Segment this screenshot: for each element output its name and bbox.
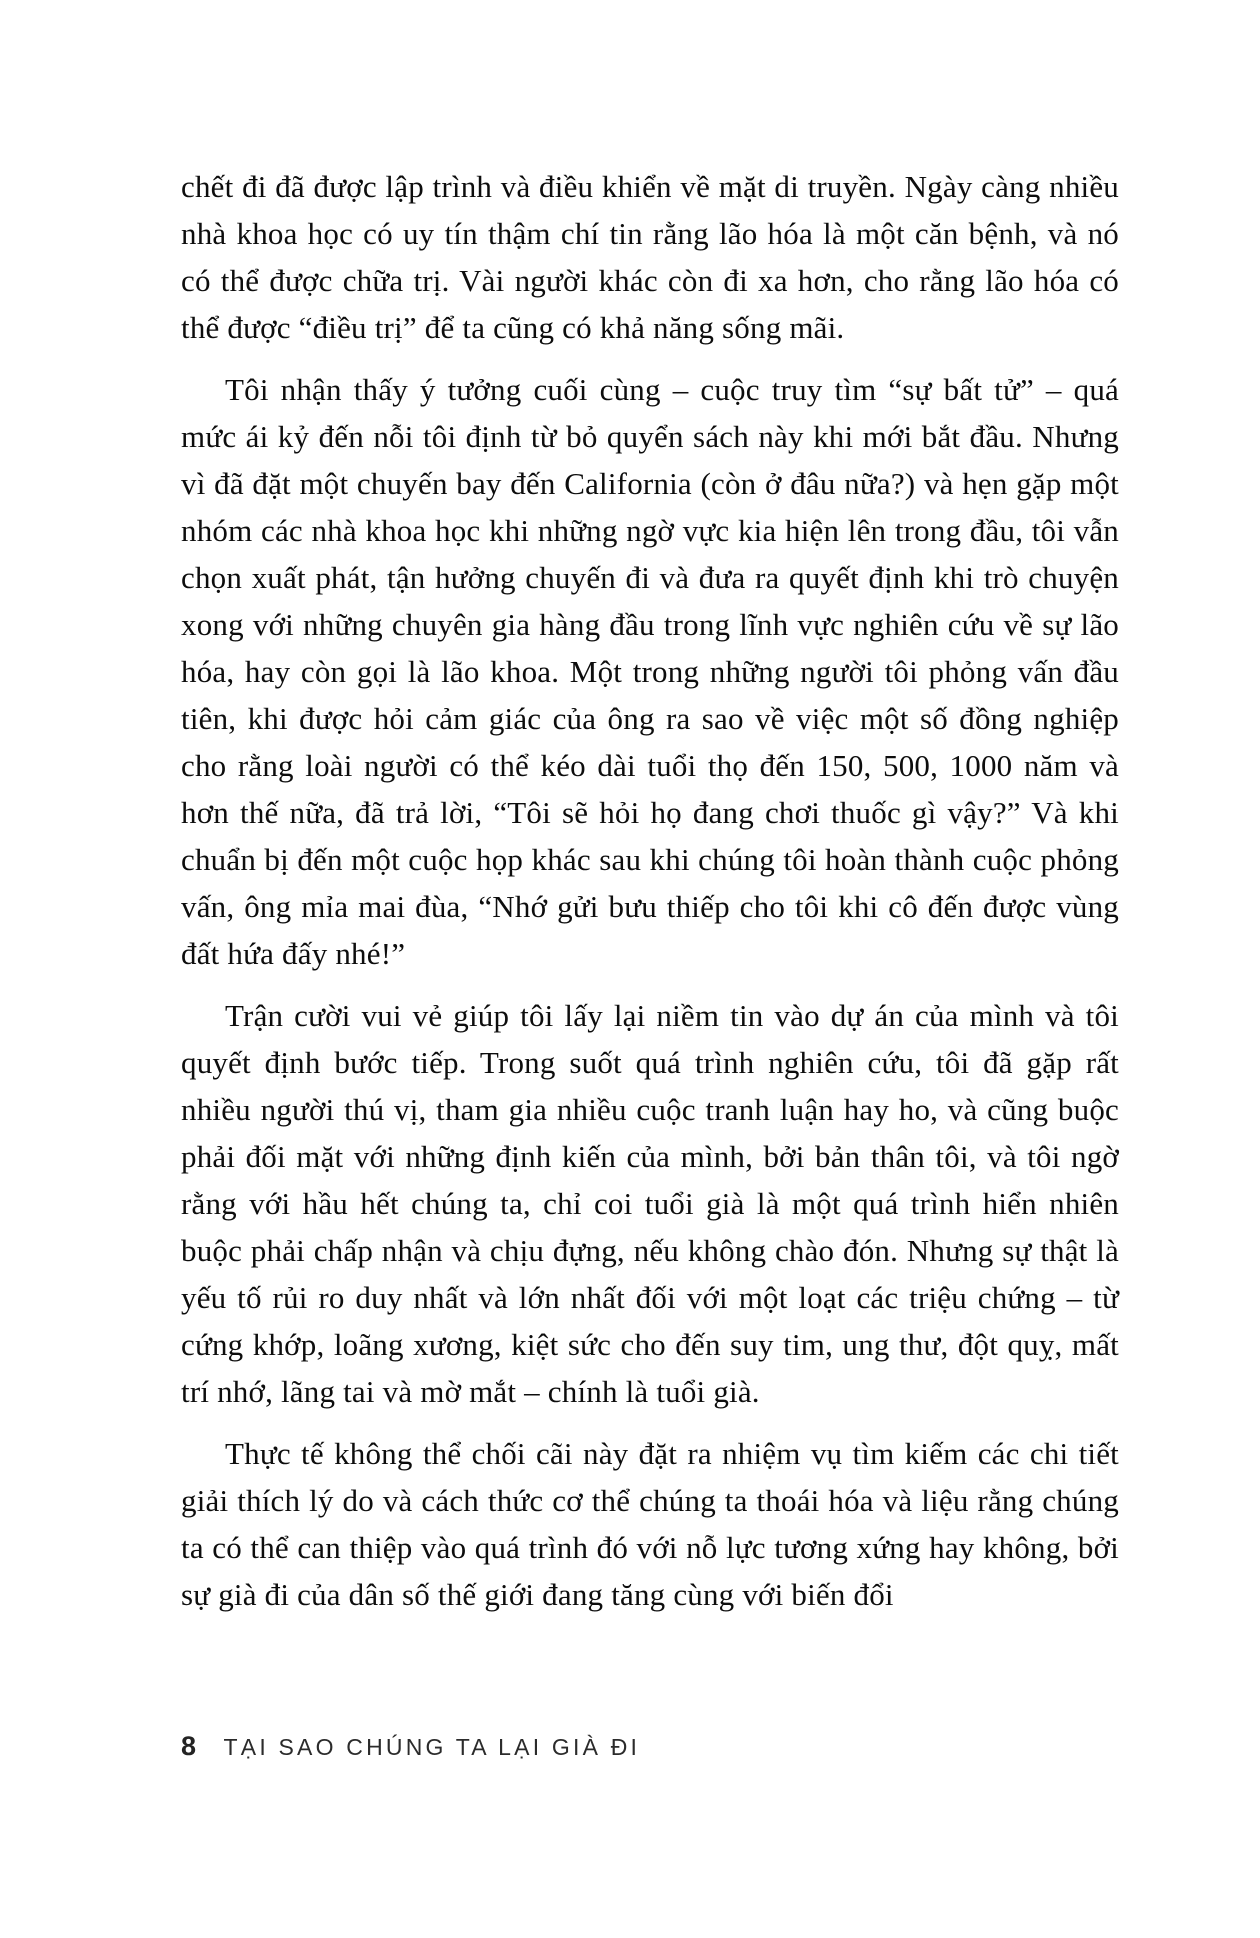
paragraph: Tôi nhận thấy ý tưởng cuối cùng – cuộc truy tìm “sự bất tử” – quá mức ái kỷ đến nỗi tôi định từ bỏ quyển sách này khi mới bắt đầu. Nhưng vì đã đặt một chuyến bay đến California (còn ở đâu nữa?) và hẹn gặp một nhóm các nhà khoa học khi những ngờ vực kia hiện lên trong đầu, tôi vẫn chọn xuất phát, tận hưởng chuyến đi và đưa ra quyết định khi trò chuyện xong với những chuyên gia hàng đầu trong lĩnh vực nghiên cứu về sự lão hóa, hay còn gọi là lão khoa. Một trong những người tôi phỏng vấn đầu tiên, khi được hỏi cảm giác của ông ra sao về việc một số đồng nghiệp cho rằng loài người có thể kéo dài tuổi thọ đến 150, 500, 1000 năm và hơn thế nữa, đã trả lời, “Tôi sẽ hỏi họ đang chơi thuốc gì vậy?” Và khi chuẩn bị đến một cuộc họp khác sau khi chúng tôi hoàn thành cuộc phỏng vấn, ông mỉa mai đùa, “Nhớ gửi bưu thiếp cho tôi khi cô đến được vùng đất hứa đấy nhé!”	[181, 372, 1119, 971]
paragraph: Thực tế không thể chối cãi này đặt ra nhiệm vụ tìm kiếm các chi tiết giải thích lý do và cách thức cơ thể chúng ta thoái hóa và liệu rằng chúng ta có thể can thiệp vào quá trình đó với nỗ lực tương xứng hay không, bởi sự già đi của dân số thế giới đang tăng cùng với biến đổi	[181, 1436, 1119, 1612]
body-text-block	[181, 163, 1119, 1633]
paragraph: Trận cười vui vẻ giúp tôi lấy lại niềm tin vào dự án của mình và tôi quyết định bước tiếp. Trong suốt quá trình nghiên cứu, tôi đã gặp rất nhiều người thú vị, tham gia nhiều cuộc tranh luận hay ho, và cũng buộc phải đối mặt với những định kiến của mình, bởi bản thân tôi, và tôi ngờ rằng với hầu hết chúng ta, chỉ coi tuổi già là một quá trình hiển nhiên buộc phải chấp nhận và chịu đựng, nếu không chào đón. Nhưng sự thật là yếu tố rủi ro duy nhất và lớn nhất đối với một loạt các triệu chứng – từ cứng khớp, loãng xương, kiệt sức cho đến suy tim, ung thư, đột quỵ, mất trí nhớ, lãng tai và mờ mắt – chính là tuổi già.	[181, 998, 1119, 1409]
paragraph-continuation: chết đi đã được lập trình và điều khiển về mặt di truyền. Ngày càng nhiều nhà khoa học có uy tín thậm chí tin rằng lão hóa là một căn bệnh, và nó có thể được chữa trị. Vài người khác còn đi xa hơn, cho rằng lão hóa có thể được “điều trị” để ta cũng có khả năng sống mãi.	[181, 169, 1119, 345]
running-title: TẠI SAO CHÚNG TA LẠI GIÀ ĐI	[223, 1734, 641, 1760]
page-footer	[181, 1731, 640, 1762]
page-number: 8	[181, 1731, 197, 1761]
